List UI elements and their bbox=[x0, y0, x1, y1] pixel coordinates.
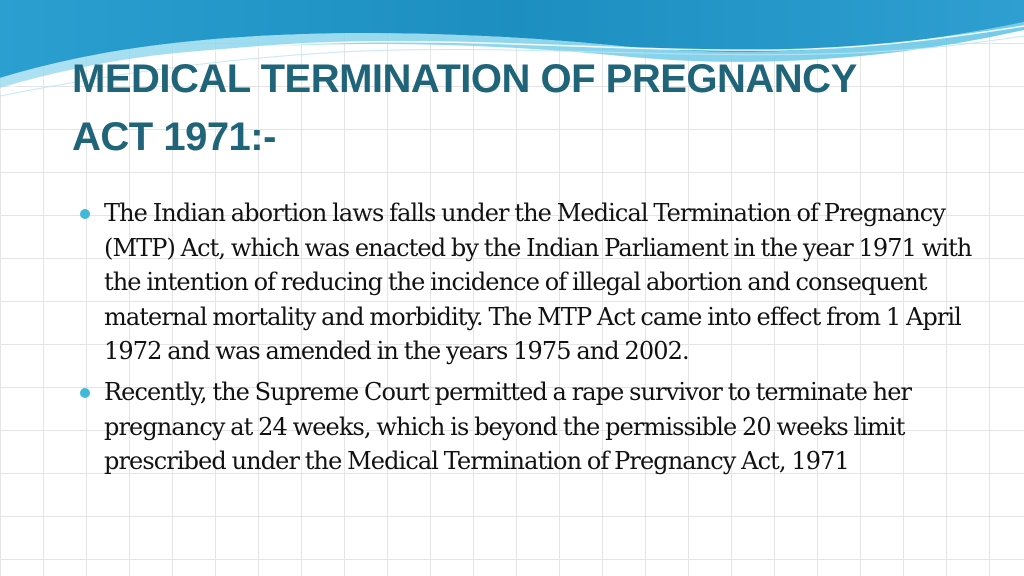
slide-title-line-1: MEDICAL TERMINATION OF PREGNANCY bbox=[72, 57, 857, 101]
bullet-list bbox=[80, 196, 1000, 485]
bullet-text-mtp-act: The Indian abortion laws falls under the Medical Termination of Pregnancy (MTP) Act, which was enacted by the Indian Parliament in the year 1971 with the intention of reducing the incidence of illegal abortion and consequent maternal mortality and morbidity. The MTP Act came into effect from 1 April 1972 and was amended in the years 1975 and 2002. bbox=[104, 199, 972, 366]
slide-title bbox=[72, 50, 972, 166]
slide-title-line-2: ACT 1971:- bbox=[72, 115, 276, 159]
bullet-item-supreme-court bbox=[80, 375, 1000, 479]
bullet-text-supreme-court: Recently, the Supreme Court permitted a rape survivor to terminate her pregnancy at 24 weeks, which is beyond the permissible 20 weeks limit prescribed under the Medical Termination of Pregnancy Act, 1971 bbox=[104, 377, 912, 476]
bullet-dot-icon bbox=[80, 388, 90, 398]
bullet-item-mtp-act bbox=[80, 196, 1000, 369]
bullet-dot-icon bbox=[80, 209, 90, 219]
